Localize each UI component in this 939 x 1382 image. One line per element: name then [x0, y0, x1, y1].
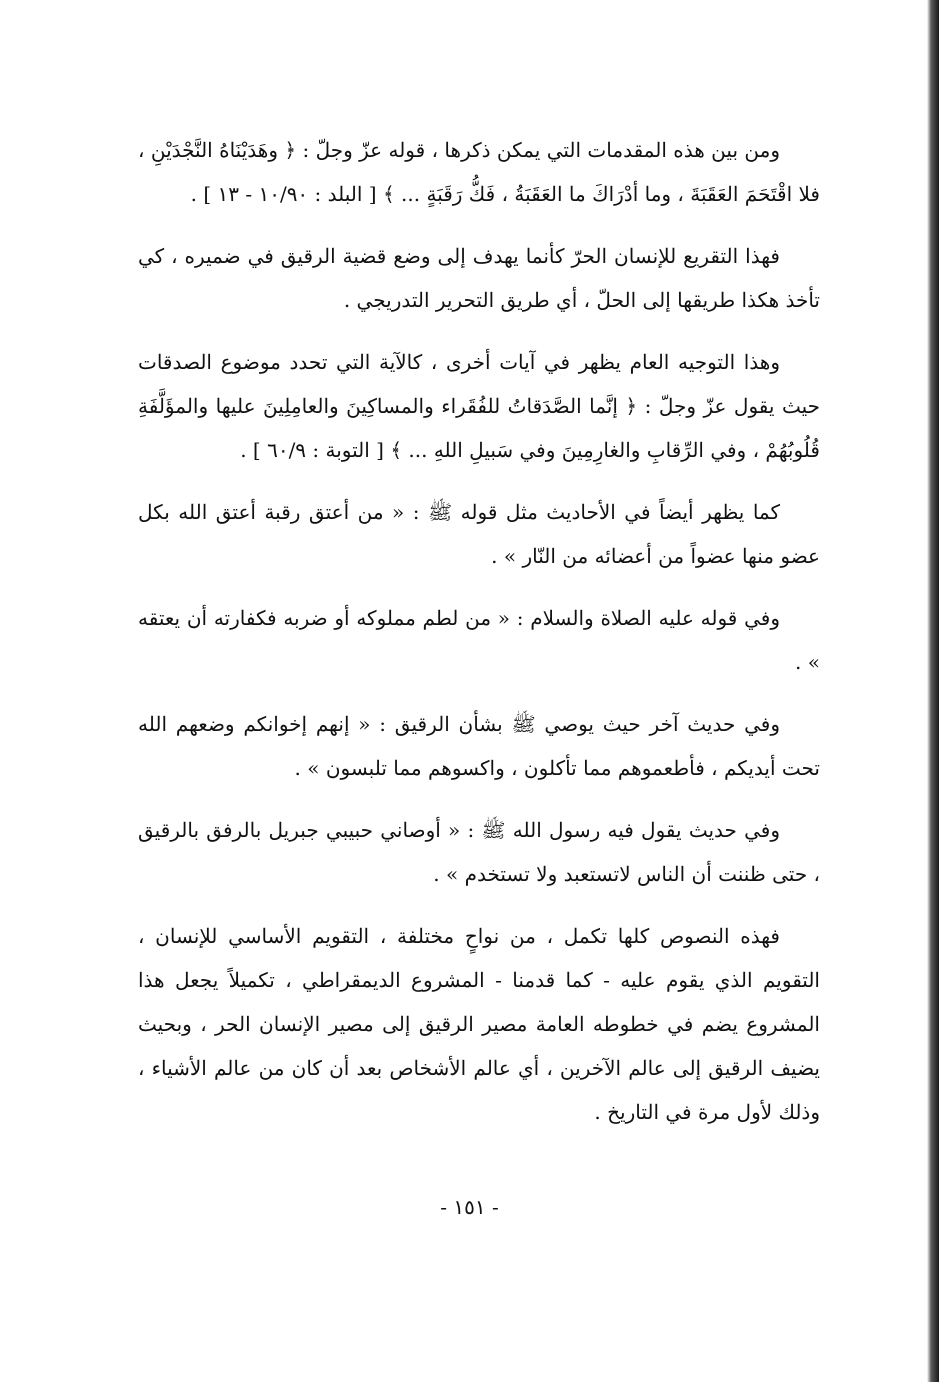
- paragraph: وفي حديث آخر حيث يوصي ﷺ بشأن الرقيق : « إنهم إخوانكم وضعهم الله تحت أيديكم ، فأطعموهم مما تأكلون ، واكسوهم مما تلبسون » .: [138, 712, 820, 780]
- page-edge-shadow: [927, 0, 939, 1382]
- paragraph: كما يظهر أيضاً في الأحاديث مثل قوله ﷺ : « من أعتق رقبة أعتق الله بكل عضو منها عضواً من أعضائه من النّار » .: [138, 500, 820, 568]
- paragraph: وهذا التوجيه العام يظهر في آيات أخرى ، كالآية التي تحدد موضوع الصدقات حيث يقول عزّ وجلّ : ﴿ إنَّما الصَّدَقاتُ للفُقَراء والمساكِينَ والعامِلِينَ عليها والمؤَلَّفَةِ قُلُوبُهُمْ ، وفي الرِّقابِ والغارِمِينَ وفي سَبيلِ اللهِ ... ﴾ [ التوبة : ٦٠/٩ ] .: [138, 350, 820, 462]
- body-text: [138, 128, 820, 1152]
- paragraph: فهذا التقريع للإنسان الحرّ كأنما يهدف إلى وضع قضية الرقيق في ضميره ، كي تأخذ هكذا طريقها إلى الحلّ ، أي طريق التحرير التدريجي .: [138, 244, 820, 312]
- paragraph: وفي حديث يقول فيه رسول الله ﷺ : « أوصاني حبيبي جبريل بالرفق بالرقيق ، حتى ظننت أن الناس لاتستعبد ولا تستخدم » .: [138, 818, 820, 886]
- paragraph: وفي قوله عليه الصلاة والسلام : « من لطم مملوكه أو ضربه فكفارته أن يعتقه » .: [138, 606, 820, 674]
- paragraph: ومن بين هذه المقدمات التي يمكن ذكرها ، قوله عزّ وجلّ : ﴿ وهَدَيْنَاهُ النَّجْدَيْنِ ، فلا اقْتَحَمَ العَقَبَةَ ، وما أدْرَاكَ ما العَقَبَةُ ، فَكُّ رَقَبَةٍ ... ﴾ [ البلد : ١٠/٩٠ - ١٣ ] .: [138, 138, 820, 206]
- paragraph: فهذه النصوص كلها تكمل ، من نواحٍ مختلفة ، التقويم الأساسي للإنسان ، التقويم الذي يقوم عليه - كما قدمنا - المشروع الديمقراطي ، تكميلاً يجعل هذا المشروع يضم في خطوطه العامة مصير الرقيق إلى مصير الإنسان الحر ، وبحيث يضيف الرقيق إلى عالم الآخرين ، أي عالم الأشخاص بعد أن كان من عالم الأشياء ، وذلك لأول مرة في التاريخ .: [138, 924, 820, 1124]
- page-number: - ١٥١ -: [440, 1195, 499, 1219]
